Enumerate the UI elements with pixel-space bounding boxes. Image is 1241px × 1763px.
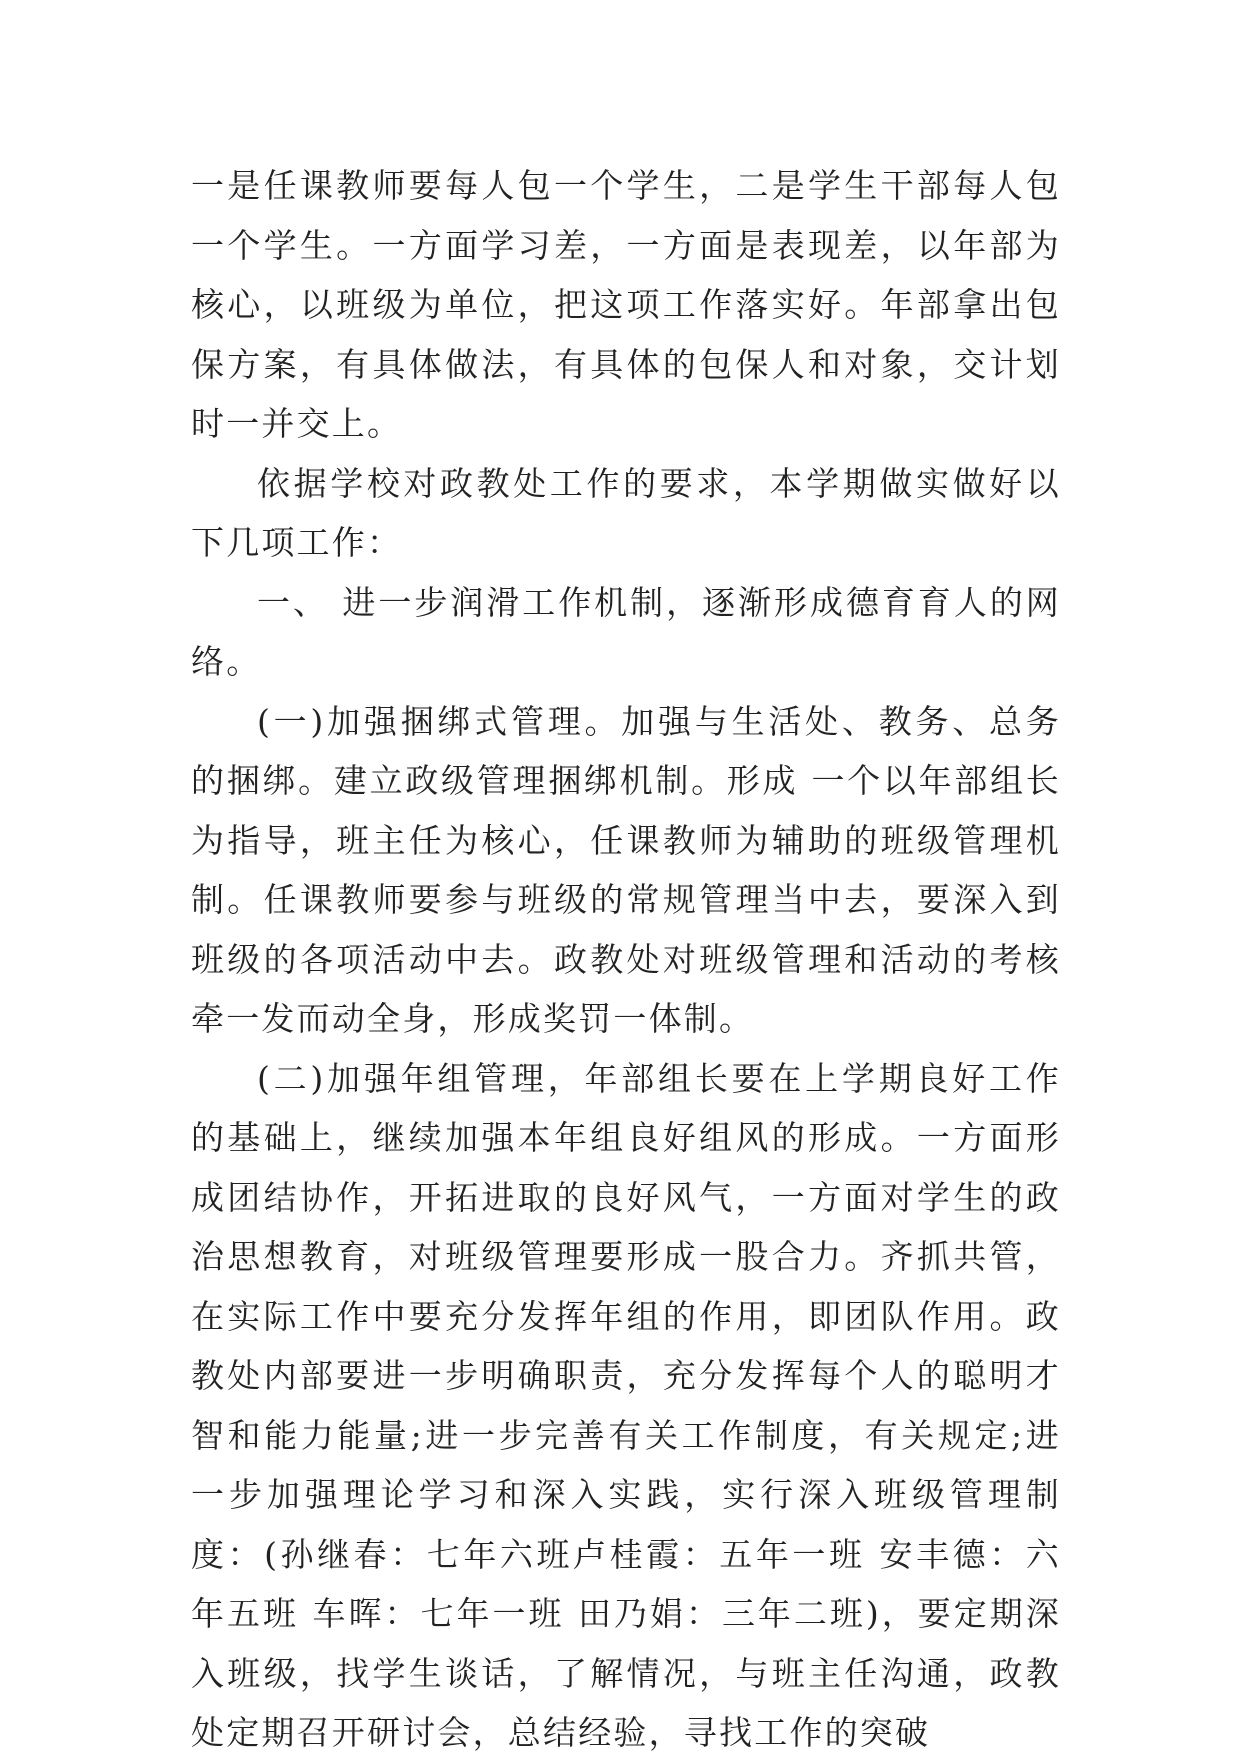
paragraph-1: 一是任课教师要每人包一个学生，二是学生干部每人包一个学生。一方面学习差，一方面是表现差，以年部为核心，以班级为单位，把这项工作落实好。年部拿出包保方案，有具体做法，有具体的包保人和对象，交计划时一并交上。: [191, 166, 1061, 443]
paragraph-5: (二)加强年组管理，年部组长要在上学期良好工作的基础上，继续加强本年组良好组风的形成。一方面形成团结协作，开拓进取的良好风气，一方面对学生的政治思想教育，对班级管理要形成一股合力。齐抓共管，在实际工作中要充分发挥年组的作用，即团队作用。政教处内部要进一步明确职责，充分发挥每个人的聪明才智和能力能量;进一步完善有关工作制度，有关规定;进一步加强理论学习和深入实践，实行深入班级管理制度：(孙继春：七年六班卢桂霞：五年一班 安丰德：六年五班 车晖：七年一班 田乃娟：三年二班)，要定期深入班级，找学生谈话，了解情况，与班主任沟通，政教处定期召开研讨会，总结经验，寻找工作的突破: [191, 1058, 1061, 1752]
paragraph-2: 依据学校对政教处工作的要求，本学期做实做好以下几项工作：: [191, 463, 1061, 562]
document-body: [191, 156, 1061, 1763]
paragraph-4: (一)加强捆绑式管理。加强与生活处、教务、总务的捆绑。建立政级管理捆绑机制。形成 一个以年部组长为指导，班主任为核心，任课教师为辅助的班级管理机制。任课教师要参与班级的常规管理当中去，要深入到班级的各项活动中去。政教处对班级管理和活动的考核牵一发而动全身，形成奖罚一体制。: [191, 701, 1061, 1038]
paragraph-3: 一、 进一步润滑工作机制，逐渐形成德育育人的网络。: [191, 582, 1061, 681]
